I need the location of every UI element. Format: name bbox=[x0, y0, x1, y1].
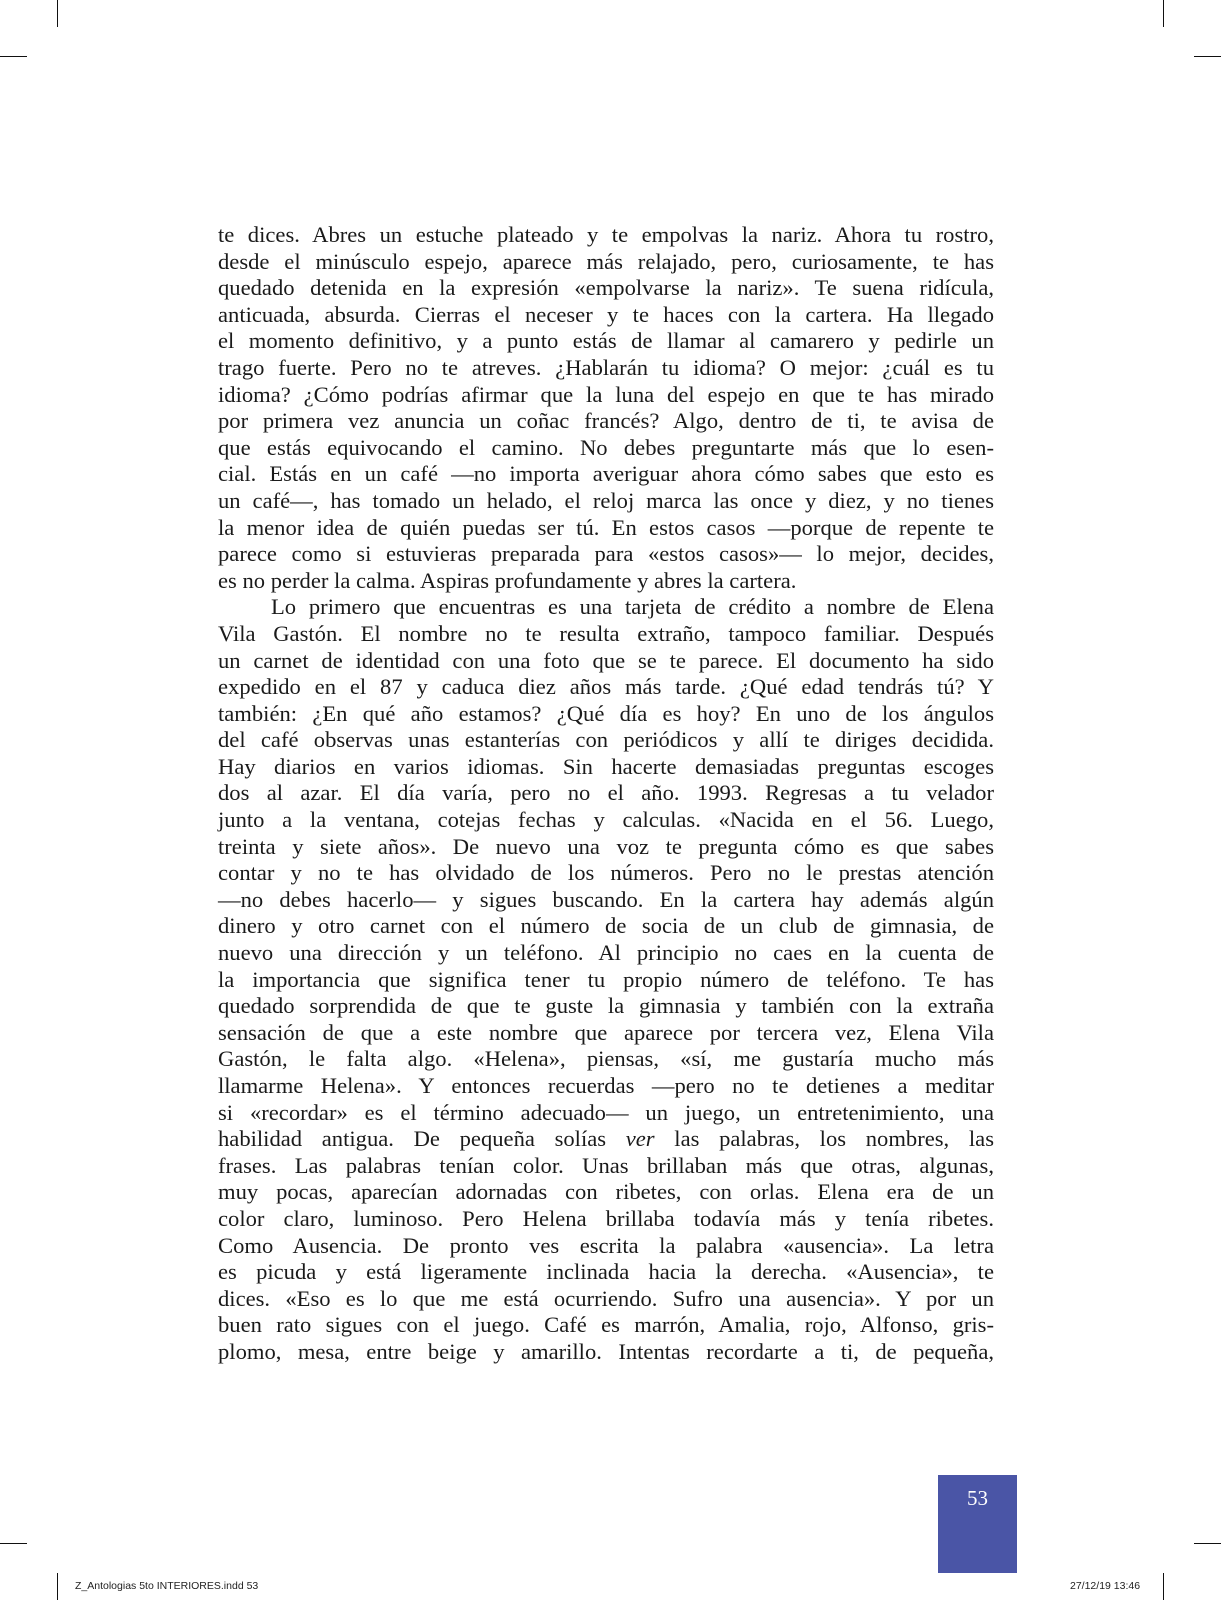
paragraph bbox=[218, 594, 994, 1365]
text-line: sensación de que a este nombre que aparece por tercera vez, Elena Vila bbox=[218, 1019, 994, 1045]
text-line: es picuda y está ligeramente inclinada hacia la derecha. «Ausencia», te bbox=[218, 1259, 994, 1285]
text-line: del café observas unas estanterías con periódicos y allí te diriges decidida. bbox=[218, 727, 994, 753]
text-line: cial. Estás en un café —no importa averiguar ahora cómo sabes que esto es bbox=[218, 461, 994, 487]
text-line: es no perder la calma. Aspiras profundamente y abres la cartera. bbox=[218, 567, 797, 593]
text-fragment: las palabras, los nombres, las bbox=[674, 1126, 994, 1152]
text-line: expedido en el 87 y caduca diez años más tarde. ¿Qué edad tendrás tú? Y bbox=[218, 674, 994, 700]
crop-mark bbox=[1194, 56, 1221, 57]
text-line: frases. Las palabras tenían color. Unas brillaban más que otras, algunas, bbox=[218, 1152, 994, 1178]
body-text bbox=[218, 222, 994, 1366]
text-line: —no debes hacerlo— y sigues buscando. En la cartera hay además algún bbox=[218, 886, 994, 912]
text-line: contar y no te has olvidado de los números. Pero no le prestas atención bbox=[218, 860, 994, 886]
italic-word: ver bbox=[625, 1126, 655, 1152]
text-line: junto a la ventana, cotejas fechas y calculas. «Nacida en el 56. Luego, bbox=[218, 807, 994, 833]
crop-mark bbox=[57, 0, 58, 27]
page-number-tab bbox=[938, 1475, 1017, 1573]
text-line: que estás equivocando el camino. No debes preguntarte más que lo esen- bbox=[218, 434, 994, 460]
text-line: si «recordar» es el término adecuado— un juego, un entretenimiento, una bbox=[218, 1099, 994, 1125]
text-line: Hay diarios en varios idiomas. Sin hacerte demasiadas preguntas escoges bbox=[218, 753, 994, 779]
text-line: dos al azar. El día varía, pero no el año. 1993. Regresas a tu velador bbox=[218, 780, 994, 806]
text-line: la menor idea de quién puedas ser tú. En estos casos —porque de repente te bbox=[218, 514, 994, 540]
text-line-with-italic bbox=[218, 1126, 994, 1153]
crop-mark bbox=[0, 56, 27, 57]
page-number: 53 bbox=[967, 1486, 988, 1510]
slug-filename: Z_Antologias 5to INTERIORES.indd 53 bbox=[75, 1580, 259, 1592]
crop-mark bbox=[0, 1543, 27, 1544]
text-line: treinta y siete años». De nuevo una voz te pregunta cómo es que sabes bbox=[218, 833, 994, 859]
slug-date: 27/12/19 13:46 bbox=[1070, 1580, 1141, 1592]
text-line: anticuada, absurda. Cierras el neceser y te haces con la cartera. Ha llegado bbox=[218, 301, 994, 327]
crop-mark bbox=[1163, 0, 1164, 27]
text-line: idioma? ¿Cómo podrías afirmar que la luna del espejo en que te has mirado bbox=[218, 381, 994, 407]
text-line: te dices. Abres un estuche plateado y te empolvas la nariz. Ahora tu rostro, bbox=[218, 222, 994, 247]
text-line: nuevo una dirección y un teléfono. Al principio no caes en la cuenta de bbox=[218, 940, 994, 966]
text-line: un café—, has tomado un helado, el reloj marca las once y diez, y no tienes bbox=[218, 487, 994, 513]
text-line: buen rato sigues con el juego. Café es marrón, Amalia, rojo, Alfonso, gris- bbox=[218, 1312, 994, 1338]
text-line: llamarme Helena». Y entonces recuerdas —pero no te detienes a meditar bbox=[218, 1073, 994, 1098]
crop-mark bbox=[1163, 1573, 1164, 1600]
crop-mark bbox=[1194, 1543, 1221, 1544]
text-line: parece como si estuvieras preparada para «estos casos»— lo mejor, decides, bbox=[218, 541, 994, 567]
crop-mark bbox=[57, 1573, 58, 1600]
paragraph bbox=[218, 222, 994, 594]
text-line: Gastón, le falta algo. «Helena», piensas, «sí, me gustaría mucho más bbox=[218, 1046, 994, 1072]
text-line: también: ¿En qué año estamos? ¿Qué día es hoy? En uno de los ángulos bbox=[218, 700, 994, 726]
text-line: dices. «Eso es lo que me está ocurriendo. Sufro una ausencia». Y por un bbox=[218, 1285, 994, 1311]
text-line: plomo, mesa, entre beige y amarillo. Intentas recordarte a ti, de pequeña, bbox=[218, 1338, 994, 1364]
text-line: Como Ausencia. De pronto ves escrita la palabra «ausencia». La letra bbox=[218, 1232, 994, 1258]
text-line: quedado detenida en la expresión «empolvarse la nariz». Te suena ridícula, bbox=[218, 275, 994, 301]
text-line: color claro, luminoso. Pero Helena brillaba todavía más y tenía ribetes. bbox=[218, 1205, 994, 1231]
text-line: desde el minúsculo espejo, aparece más relajado, pero, curiosamente, te has bbox=[218, 248, 994, 274]
text-fragment: habilidad antigua. De pequeña solías bbox=[218, 1126, 607, 1152]
text-line: dinero y otro carnet con el número de socia de un club de gimnasia, de bbox=[218, 913, 994, 939]
text-line: un carnet de identidad con una foto que se te parece. El documento ha sido bbox=[218, 647, 994, 673]
text-line: Lo primero que encuentras es una tarjeta de crédito a nombre de Elena bbox=[271, 594, 994, 620]
text-line: quedado sorprendida de que te guste la gimnasia y también con la extraña bbox=[218, 993, 994, 1019]
text-line: Vila Gastón. El nombre no te resulta extraño, tampoco familiar. Después bbox=[218, 620, 994, 646]
text-line: trago fuerte. Pero no te atreves. ¿Hablarán tu idioma? O mejor: ¿cuál es tu bbox=[218, 354, 994, 380]
text-line: la importancia que significa tener tu propio número de teléfono. Te has bbox=[218, 966, 994, 992]
text-line: por primera vez anuncia un coñac francés? Algo, dentro de ti, te avisa de bbox=[218, 408, 994, 434]
text-line: muy pocas, aparecían adornadas con ribetes, con orlas. Elena era de un bbox=[218, 1179, 994, 1205]
text-line: el momento definitivo, y a punto estás de llamar al camarero y pedirle un bbox=[218, 328, 994, 354]
